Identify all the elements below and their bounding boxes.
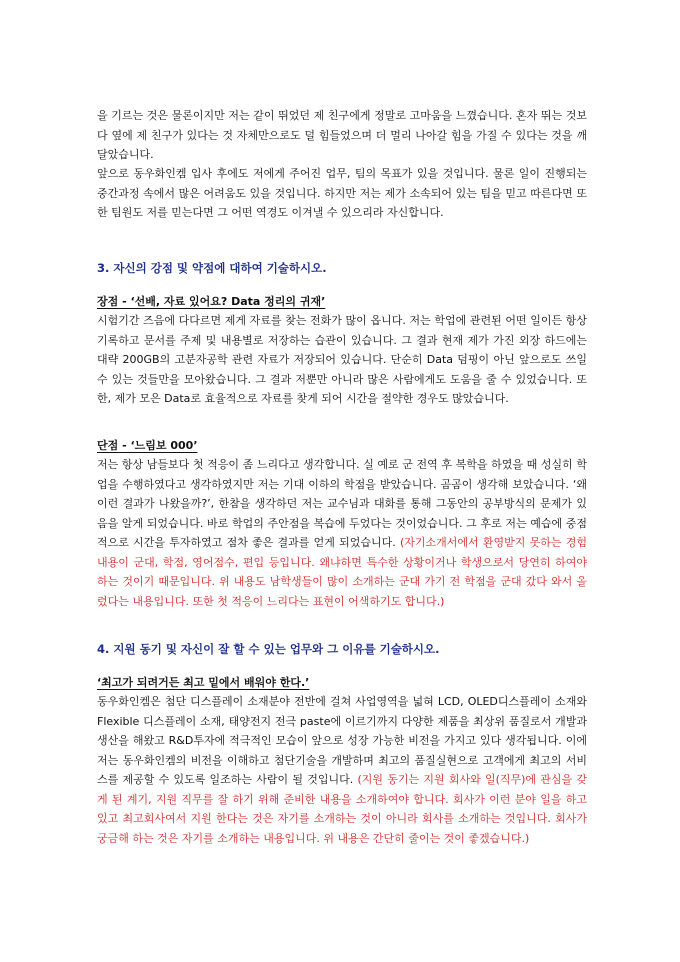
- motivation-text: 동우화인켐은 첨단 디스플레이 소재분야 전반에 걸쳐 사업영역을 넓혀 LCD, OLED디스플레이 소재와 Flexible 디스플레이 소재, 태양전지 전극 paste에 이르기까지 다양한 제품을 최상위 품질로서 개발과 생산을 해왔고 R&D투자에 적극적인 모습이 앞으로 성장 가능한 비전을 가지고 있다 생각됩니다. 이에 저는 동우화인켐의 비전을 이해하고 첨단기술을 개발하며 최고의 품질실현으로 고객에게 최고의 서비스를 제공할 수 있도록 일조하는 사람이 될 것입니다.: [97, 695, 587, 786]
- intro-paragraph-2: 앞으로 동우화인켐 입사 후에도 저에게 주어진 업무, 팀의 목표가 있을 것입니다. 물론 일이 진행되는 중간과정 속에서 많은 어려움도 있을 것입니다. 하지만 저는 제가 소속되어 있는 팀을 믿고 따른다면 또한 팀원도 저를 믿는다면 그 어떤 역경도 이겨낼 수 있으리라 자신합니다.: [97, 167, 587, 219]
- weakness-text: 저는 항상 남들보다 첫 적응이 좀 느리다고 생각합니다. 실 예로 군 전역 후 복학을 하였을 때 성실히 학업을 수행하였다고 생각하였지만 저는 기대 이하의 학점을 받았습니다. 곰곰이 생각해 보았습니다. ‘왜 이런 결과가 나왔을까?’, 한참을 생각하던 저는 교수님과 대화를 통해 그동안의 공부방식의 문제가 있음을 알게 되었습니다. 바로 학업의 주안점을 복습에 두었다는 것이었습니다. 그 후로 저는 예습에 중점적으로 시간을 투자하였고 점차 좋은 결과를 얻게 되었습니다.: [97, 458, 587, 549]
- motivation-review-comment: (지원 동기는 지원 회사와 일(직무)에 관심을 갖게 된 계기, 지원 직무를 잘 하기 위해 준비한 내용을 소개하여야 합니다. 회사가 이런 분야 일을 하고 있고 최고회사여서 지원 한다는 것은 자기를 소개하는 것이 아니라 회사를 소개하는 것입니다. 회사가 궁금해 하는 것은 자기를 소개하는 내용입니다. 위 내용은 간단히 줄이는 것이 좋겠습니다.): [97, 773, 587, 845]
- strength-body: 시험기간 즈음에 다다르면 제게 자료를 찾는 전화가 많이 옵니다. 저는 학업에 관련된 어떤 일이든 항상 기록하고 문서를 주제 및 내용별로 저장하는 습관이 있습니다. 그 결과 현재 제가 가진 외장 하드에는 대략 200GB의 고분자공학 관련 자료가 저장되어 있습니다. 단순히 Data 덤핑이 아닌 앞으로도 쓰일 수 있는 것들만을 모아왔습니다. 그 결과 저뿐만 아니라 많은 사람에게도 도움을 줄 수 있었습니다. 또한, 제가 모은 Data로 효율적으로 자료를 찾게 되어 시간을 절약한 경우도 많았습니다.: [97, 314, 587, 405]
- motivation-title: ‘최고가 되려거든 최고 밑에서 배워야 한다.’: [97, 676, 310, 689]
- weakness-body: [97, 455, 587, 611]
- section-4-heading: 4. 지원 동기 및 자신이 잘 할 수 있는 업무와 그 이유를 기술하시오.: [97, 642, 440, 656]
- intro-paragraph-1: 을 기르는 것은 물론이지만 저는 같이 뛰었던 제 친구에게 정말로 고마움을 느꼈습니다. 혼자 뛰는 것보다 옆에 제 친구가 있다는 것 자체만으로도 덜 힘들었으며 더 멀리 나아갈 힘을 가질 수 있다는 것을 깨달았습니다.: [97, 109, 587, 161]
- weakness-title: 단점 - ‘느림보 000’: [97, 439, 198, 452]
- weakness-review-comment: (자기소개서에서 환영받지 못하는 경험내용이 군대, 학점, 영어점수, 편입 등입니다. 왜냐하면 특수한 상황이거나 학생으로서 당연히 하여야 하는 것이기 때문입니다. 위 내용도 남학생들이 많이 소개하는 군대 가기 전 학점을 군대 갔다 와서 올렸다는 내용입니다. 또한 첫 적응이 느리다는 표현이 어색하기도 합니다.): [97, 536, 587, 608]
- strength-title: 장점 - ‘선배, 자료 있어요? Data 정리의 귀재’: [97, 295, 326, 308]
- motivation-body: [97, 692, 587, 848]
- section-3-heading: 3. 자신의 강점 및 약점에 대하여 기술하시오.: [97, 261, 327, 275]
